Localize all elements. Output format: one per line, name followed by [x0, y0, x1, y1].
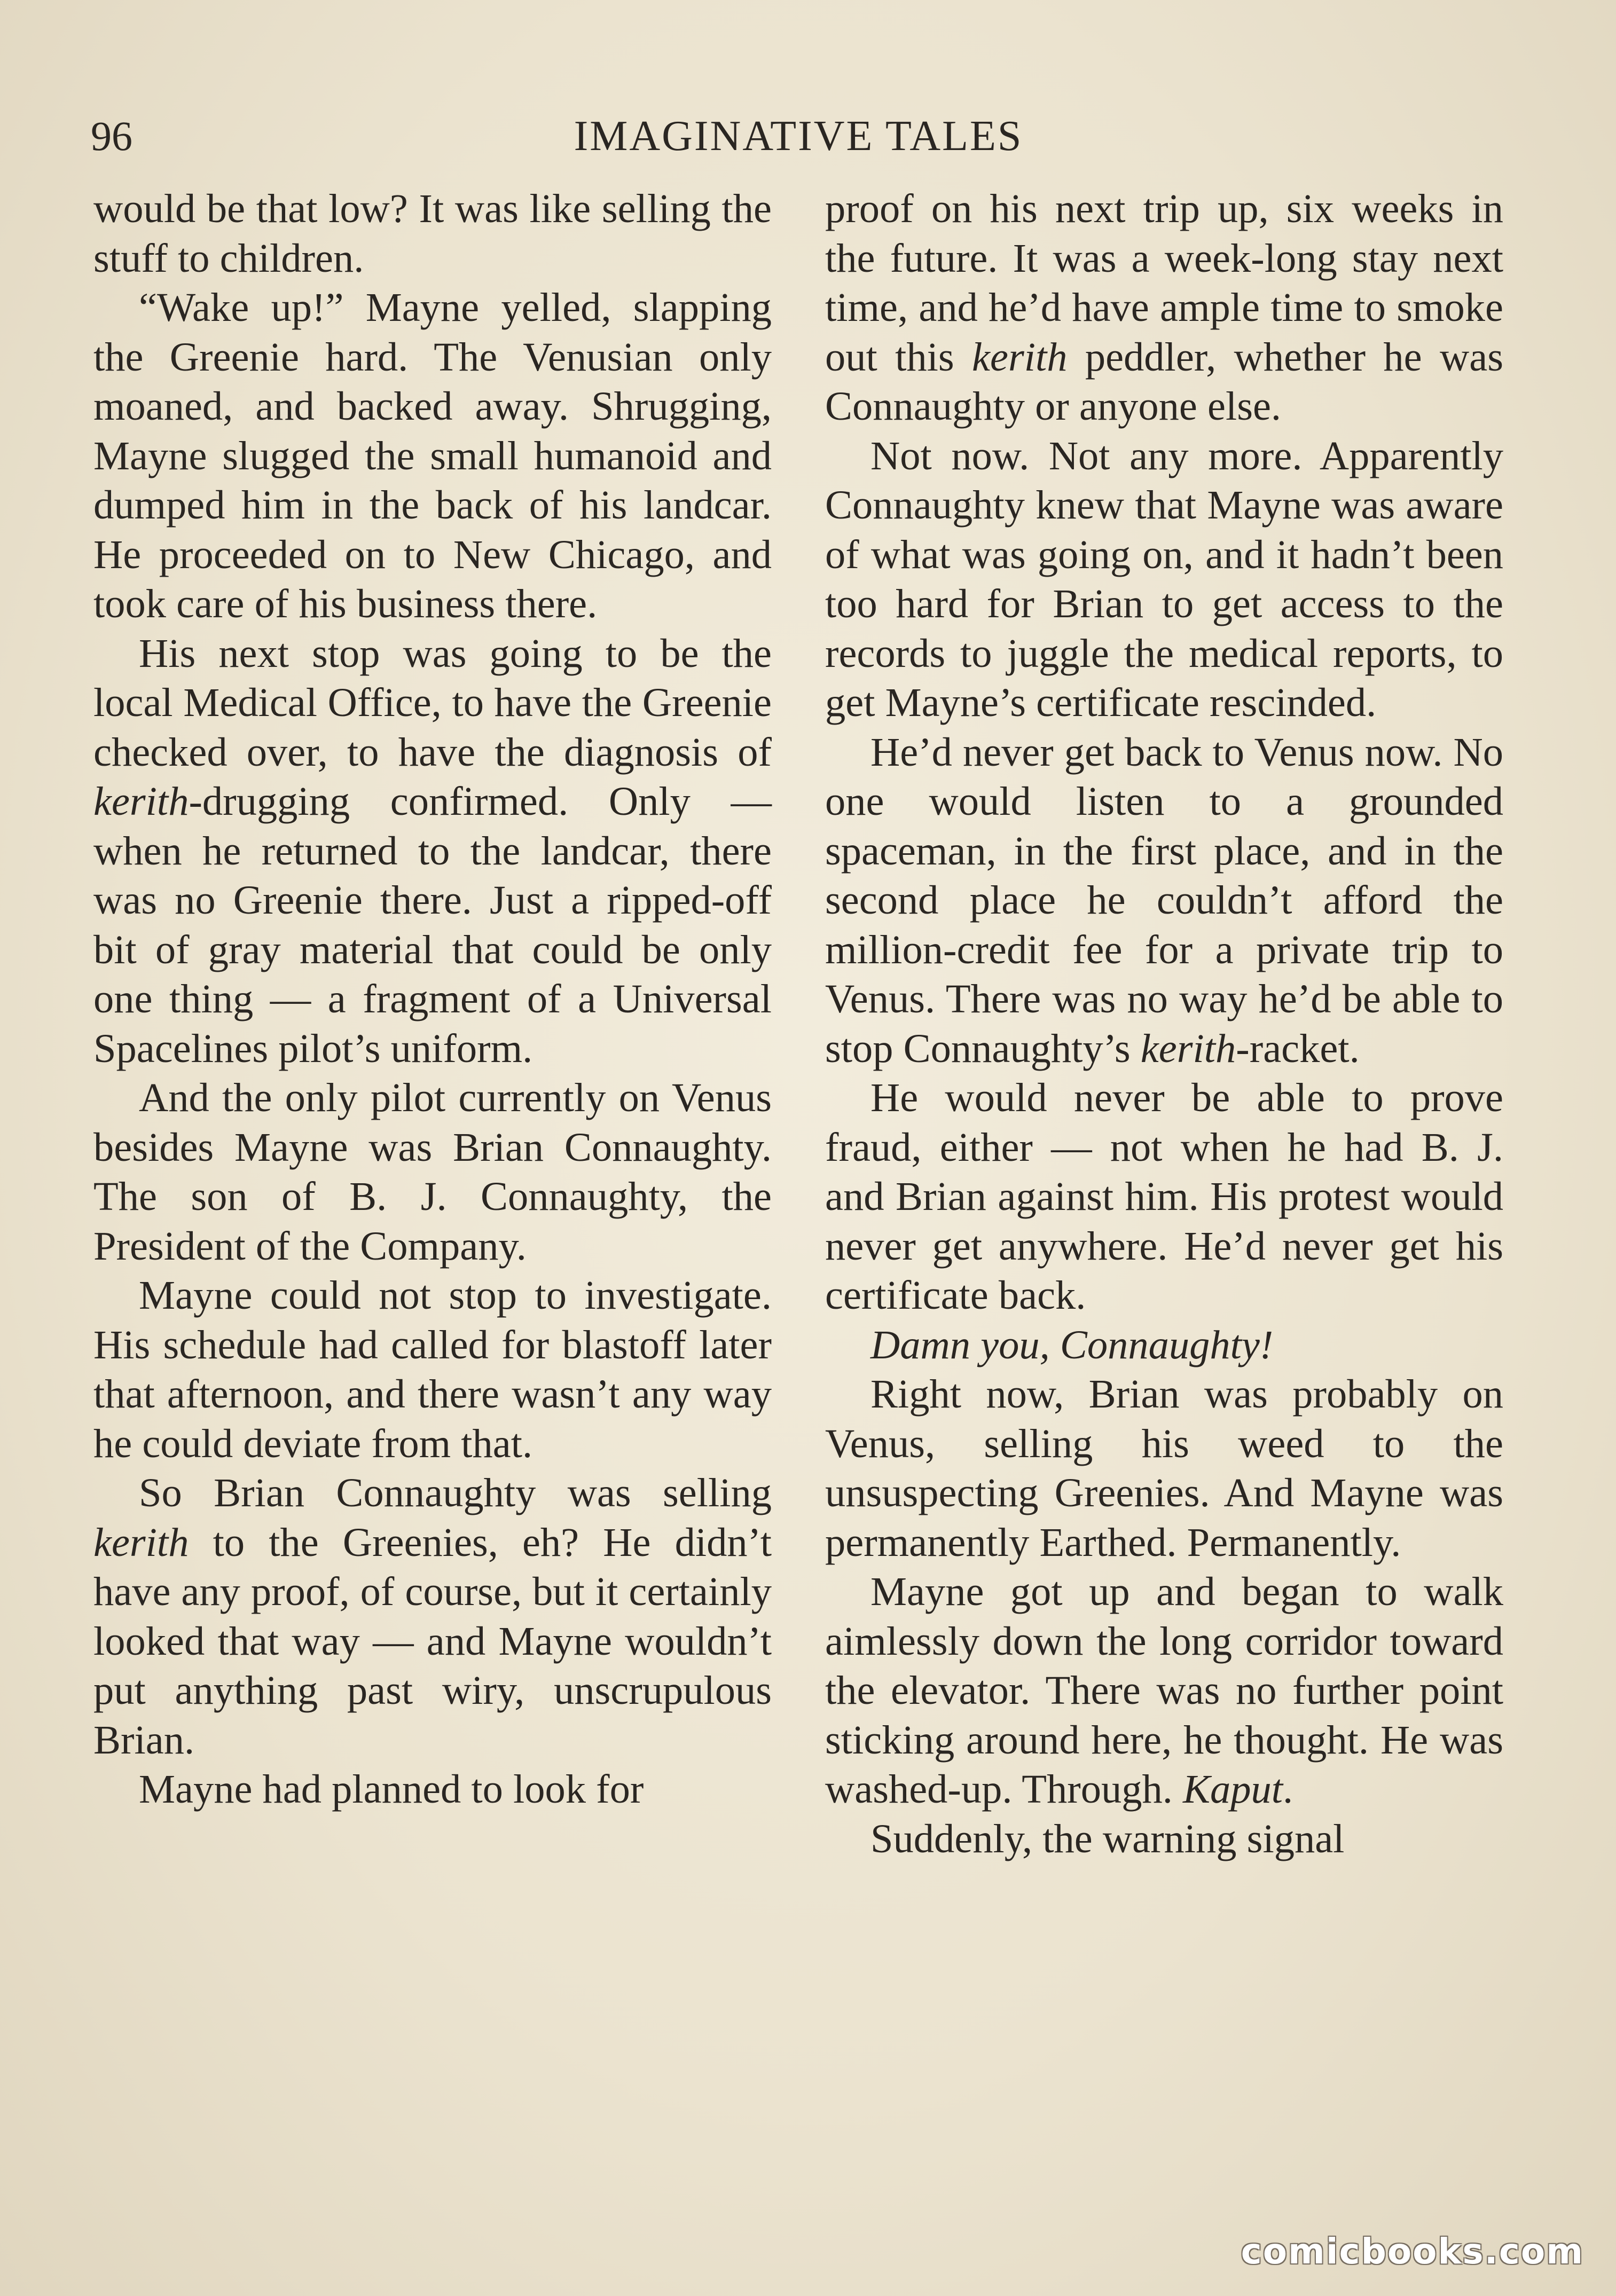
- text-run: He’d never get back to Venus now. No one would listen to a grounded spaceman, in the first place, and in the second place he couldn’t afford the million-credit fee for a private trip to Venus. There was no way he’d be able to stop Connaughty’s: [825, 729, 1503, 1071]
- page-number: 96: [91, 113, 132, 159]
- text-run: to the Greenies, eh? He didn’t have any proof, of course, but it certainly looked that way — and Mayne wouldn’t put anything past wiry, unscrupulous Brian.: [93, 1519, 772, 1763]
- running-head: IMAGINATIVE TALES: [574, 113, 1023, 160]
- right-column: [825, 184, 1503, 1863]
- watermark: comicbooks.com: [1241, 2231, 1584, 2272]
- italic-term: kerith: [972, 334, 1068, 380]
- italic-term: kerith: [1140, 1025, 1236, 1071]
- paragraph: [825, 184, 1503, 431]
- paragraph: Not now. Not any more. Apparently Connaughty knew that Mayne was aware of what was going on, and it hadn’t been too hard for Brian to get access to the records to juggle the medical reports, to get Mayne’s certificate rescinded.: [825, 433, 1503, 725]
- text-run: Mayne got up and began to walk aimlessly down the long corridor toward the elevator. There was no further point sticking around here, he thought. He was washed-up. Through.: [825, 1569, 1503, 1812]
- text-run: -racket.: [1236, 1025, 1360, 1071]
- paragraph: [93, 629, 772, 1074]
- page-header: [91, 107, 1506, 166]
- text-run: His next stop was going to be the local Medical Office, to have the Greenie checked over, to have the diagnosis of: [93, 630, 772, 775]
- italic-term: kerith: [93, 779, 189, 824]
- paragraph: [825, 728, 1503, 1074]
- text-run: proof on his next trip up, six weeks in the future. It was a week-long stay next time, and he’d have ample time to smoke out this: [825, 186, 1503, 380]
- paragraph: And the only pilot currently on Venus besides Mayne was Brian Connaughty. The son of B. J. Connaughty, the President of the Company.: [93, 1075, 772, 1269]
- paragraph: Mayne had planned to look for: [139, 1766, 644, 1812]
- text-run: .: [1283, 1766, 1293, 1812]
- text-run: -drugging confirmed. Only — when he returned to the landcar, there was no Greenie there. Just a ripped-off bit of gray material that could be only one thing — a fragment of a Universal Spacelines pilot’s uniform.: [93, 779, 772, 1071]
- italic-term: Kaput: [1182, 1766, 1283, 1812]
- paragraph: Damn you, Connaughty!: [870, 1322, 1274, 1367]
- paragraph: [93, 1468, 772, 1765]
- paragraph: Mayne could not stop to investigate. His schedule had called for blastoff later that afternoon, and there wasn’t any way he could deviate from that.: [93, 1272, 772, 1466]
- paragraph: He would never be able to prove fraud, either — not when he had B. J. and Brian against him. His protest would never get anywhere. He’d never get his certificate back.: [825, 1075, 1503, 1318]
- text-run: So Brian Connaughty was selling: [139, 1470, 772, 1515]
- paragraph: “Wake up!” Mayne yelled, slapping the Greenie hard. The Venusian only moaned, and backed away. Shrugging, Mayne slugged the small humanoid and dumped him in the back of his landcar. He proceeded on to New Chicago, and took care of his business there.: [93, 285, 772, 626]
- paragraph: Suddenly, the warning signal: [870, 1815, 1345, 1861]
- left-column: [93, 184, 772, 1814]
- paragraph: Right now, Brian was probably on Venus, selling his weed to the unsuspecting Greenies. And Mayne was permanently Earthed. Permanently.: [825, 1371, 1503, 1565]
- italic-term: kerith: [93, 1519, 189, 1565]
- text-run: peddler, whether he was Connaughty or anyone else.: [825, 334, 1503, 429]
- paragraph: would be that low? It was like selling the stuff to children.: [93, 186, 772, 281]
- paragraph: [825, 1567, 1503, 1814]
